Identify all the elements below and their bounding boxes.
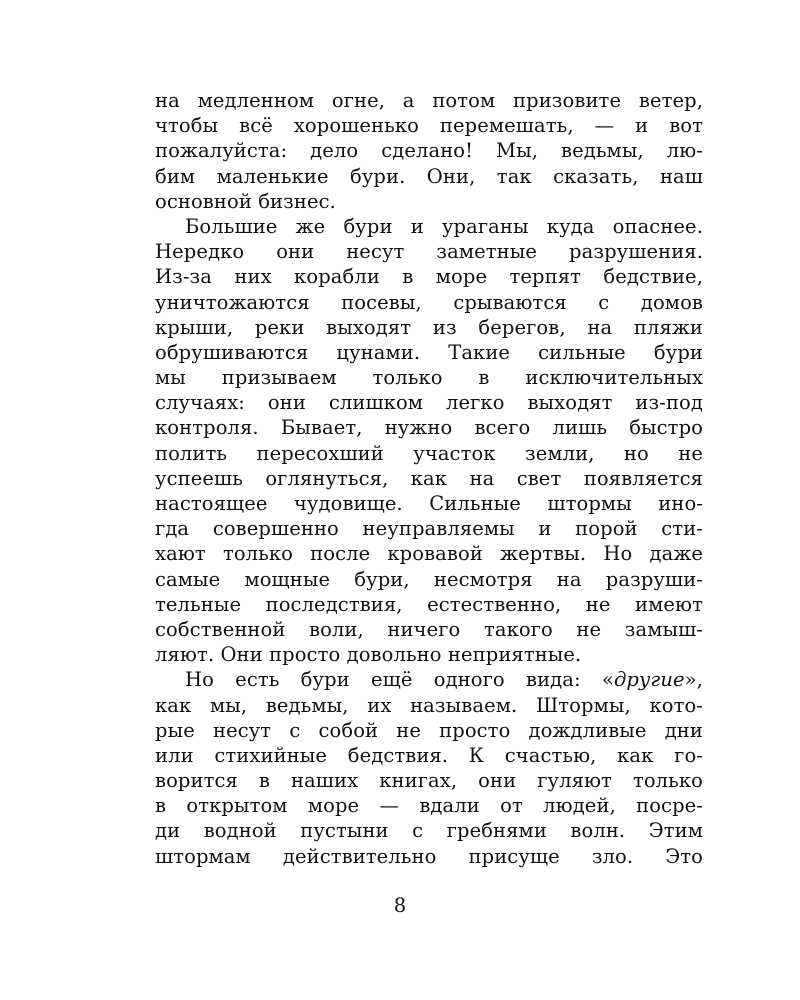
text-line: как мы, ведьмы, их называем. Штормы, кото- (155, 693, 703, 717)
italic-word: другие (613, 668, 685, 692)
text-line: бим маленькие бури. Они, так сказать, наш (155, 164, 703, 188)
text-line: самые мощные бури, несмотря на разруши- (155, 567, 703, 591)
text-line: штормам действительно присуще зло. Это (155, 844, 703, 868)
text-segment: Но есть бури ещё одного вида: « (185, 668, 614, 692)
page-number: 8 (393, 894, 407, 917)
text-line: Нередко они несут заметные разрушения. (155, 240, 703, 264)
text-line: обрушиваются цунами. Такие сильные бури (155, 340, 703, 364)
text-line: основной бизнес. (155, 189, 336, 213)
text-line: Из-за них корабли в море терпят бедствие, (155, 265, 703, 289)
text-line: хают только после кровавой жертвы. Но даже (155, 542, 703, 566)
text-line: пожалуйста: дело сделано! Мы, ведьмы, лю- (155, 139, 703, 163)
text-line: мы призываем только в исключительных (155, 366, 703, 390)
body-text (155, 88, 703, 869)
text-line: или стихийные бедствия. К счастью, как го- (155, 743, 703, 767)
text-line: ляют. Они просто довольно неприятные. (155, 643, 582, 667)
text-line-with-italic (155, 667, 703, 692)
text-line: успеешь оглянуться, как на свет появляется (155, 466, 703, 490)
text-line: настоящее чудовище. Сильные штормы ино- (155, 492, 703, 515)
text-line: гда совершенно неуправляемы и порой сти- (155, 517, 703, 541)
text-line: случаях: они слишком легко выходят из-под (155, 391, 703, 415)
text-line: ворится в наших книгах, они гуляют только (155, 769, 703, 793)
text-line: рые несут с собой не просто дождливые дни (155, 718, 703, 742)
text-line: ди водной пустыни с гребнями волн. Этим (155, 819, 703, 843)
text-line: Большие же бури и ураганы куда опаснее. (185, 214, 703, 238)
text-line: собственной воли, ничего такого не замыш- (155, 617, 703, 641)
text-line: на медленном огне, а потом призовите ветер, (155, 89, 703, 112)
text-segment: », (684, 668, 703, 692)
text-line: полить пересохший участок земли, но не (155, 441, 703, 465)
text-line: в открытом море — вдали от людей, посре- (155, 794, 703, 818)
text-line: уничтожаются посевы, срываются с домов (155, 290, 703, 314)
text-line: контроля. Бывает, нужно всего лишь быстро (155, 416, 703, 440)
text-line: крыши, реки выходят из берегов, на пляжи (155, 315, 703, 339)
text-line: чтобы всё хорошенько перемешать, — и вот (155, 114, 703, 138)
text-line: тельные последствия, естественно, не имеют (155, 592, 703, 616)
